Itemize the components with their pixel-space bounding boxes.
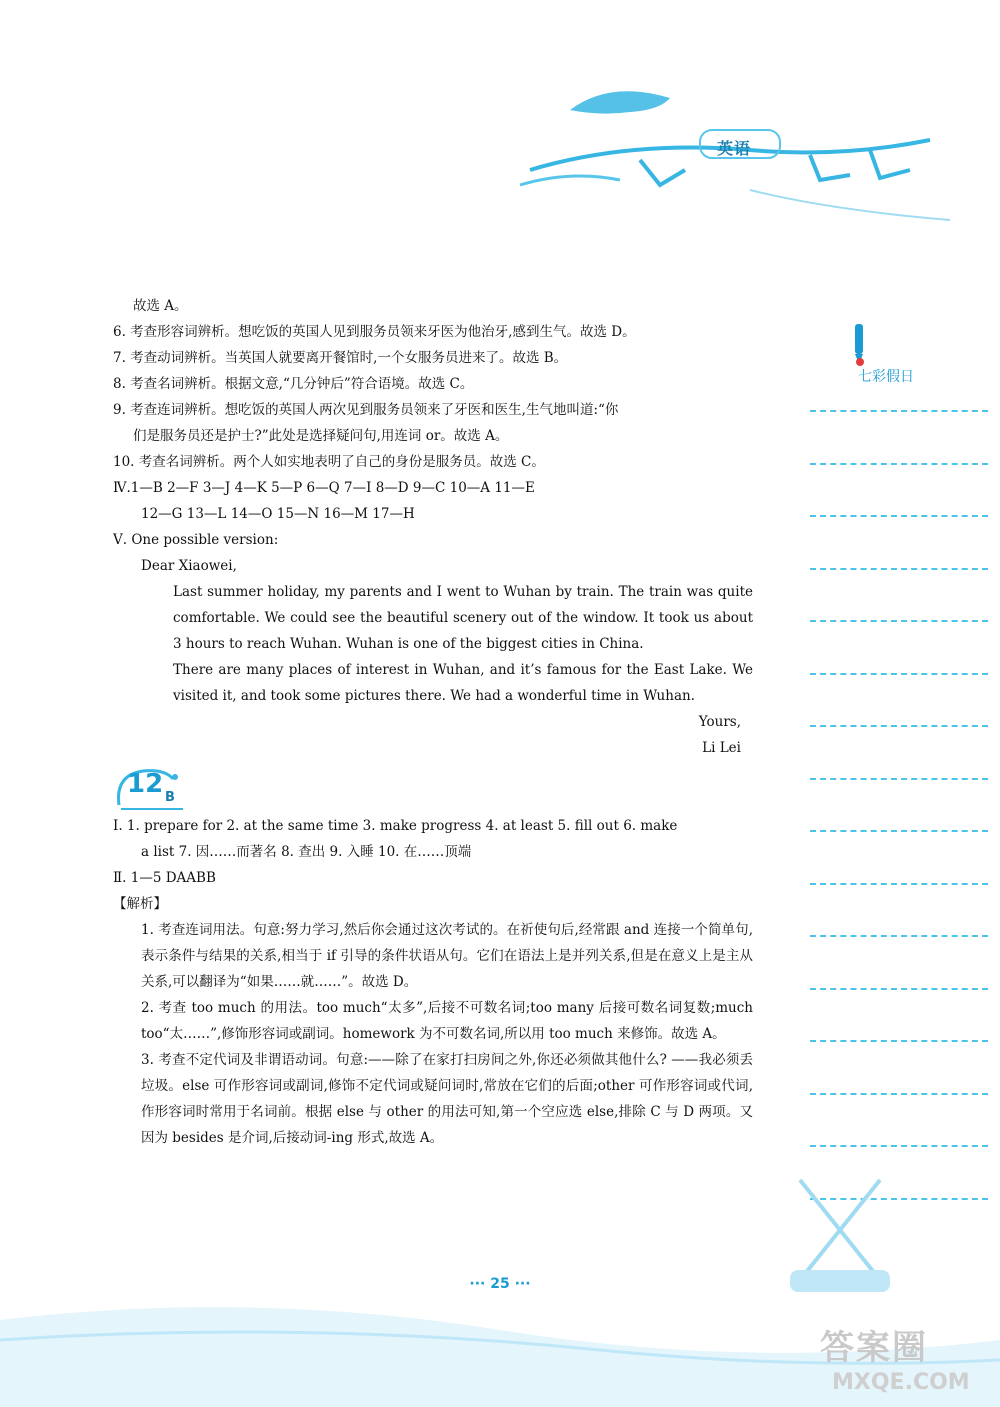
pencil-icon <box>848 322 870 368</box>
text-line: 故选 A。 <box>133 298 188 314</box>
letter-salutation: Dear Xiaowei, <box>141 558 237 574</box>
subject-label: 英语 <box>717 139 752 158</box>
answer-content <box>113 293 753 1151</box>
note-line <box>810 725 988 727</box>
letter-signature: Li Lei <box>702 740 741 756</box>
page-number: ··· 25 ··· <box>469 1276 531 1292</box>
text-line: a list 7. 因……而著名 8. 查出 9. 入睡 10. 在……顶端 <box>141 844 472 860</box>
text-line: 7. 考查动词辨析。当英国人就要离开餐馆时,一个女服务员进来了。故选 B。 <box>113 350 568 366</box>
letter-paragraph: There are many places of interest in Wuhan, and it’s famous for the East Lake. We visited it, and took some pictures there. We had a wonderful time in Wuhan. <box>173 662 753 704</box>
text-line: Ⅳ.1—B 2—F 3—J 4—K 5—P 6—Q 7—I 8—D 9—C 10—A 11—E <box>113 480 535 496</box>
explanation-item: 1. 考查连词用法。句意:努力学习,然后你会通过这次考试的。在祈使句后,经常跟 and 连接一个简单句,表示条件与结果的关系,相当于 if 引导的条件状语从句。它们在语法上是并列关系,但是在意义上是主从关系,可以翻译为“如果……就……”。故选 D。 <box>141 922 753 990</box>
text-line: 6. 考查形容词辨析。想吃饭的英国人见到服务员领来牙医为他治牙,感到生气。故选 D。 <box>113 324 636 340</box>
text-line: 12—G 13—L 14—O 15—N 16—M 17—H <box>141 506 415 522</box>
text-line: 们是服务员还是护士?”此处是选择疑问句,用连词 or。故选 A。 <box>133 428 509 444</box>
letter-paragraph: Last summer holiday, my parents and I went to Wuhan by train. The train was quite comfortable. We could see the beautiful scenery out of the window. It took us about 3 hours to reach Wuhan. Wuhan is one of the biggest cities in China. <box>173 584 753 652</box>
note-line <box>810 620 988 622</box>
note-line <box>810 883 988 885</box>
note-line <box>810 778 988 780</box>
explanation-item: 3. 考查不定代词及非谓语动词。句意:——除了在家打扫房间之外,你还必须做其他什么? ——我必须丢垃圾。else 可作形容词或副词,修饰不定代词或疑问词时,常放在它们的后面;other 可作形容词或代词,作形容词时常用于名词前。根据 else 与 other 的用法可知,第一个空应选 else,排除 C 与 D 两项。又因为 besides 是介词,后接动词-ing 形式,故选 A。 <box>141 1052 753 1146</box>
note-line <box>810 410 988 412</box>
text-line: Ⅰ. 1. prepare for 2. at the same time 3. make progress 4. at least 5. fill out 6. make <box>113 818 678 834</box>
note-line <box>810 1145 988 1147</box>
explanation-item: 2. 考查 too much 的用法。too much“太多”,后接不可数名词;too many 后接可数名词复数;much too“太……”,修饰形容词或副词。homework 为不可数名词,所以用 too much 来修饰。故选 A。 <box>141 1000 753 1042</box>
sidebar-brand: 七彩假日 <box>858 369 914 385</box>
note-lines <box>810 410 990 1250</box>
watermark-url: MXQE.COM <box>832 1370 970 1395</box>
text-line: 10. 考查名词辨析。两个人如实地表明了自己的身份是服务员。故选 C。 <box>113 454 545 470</box>
note-line <box>810 515 988 517</box>
section-badge <box>113 765 753 813</box>
text-line: Ⅱ. 1—5 DAABB <box>113 870 216 886</box>
text-line: 8. 考查名词辨析。根据文意,“几分钟后”符合语境。故选 C。 <box>113 376 474 392</box>
text-line: 9. 考查连词辨析。想吃饭的英国人两次见到服务员领来了牙医和医生,生气地叫道:“你 <box>113 402 619 418</box>
note-line <box>810 673 988 675</box>
section-letter: B <box>165 790 175 805</box>
letter-closing: Yours, <box>698 714 741 730</box>
note-line <box>810 830 988 832</box>
section-number: 12 <box>127 769 164 799</box>
note-line <box>810 463 988 465</box>
note-line <box>810 935 988 937</box>
note-line <box>810 1093 988 1095</box>
note-line <box>810 988 988 990</box>
note-line <box>810 1040 988 1042</box>
text-line: 【解析】 <box>113 896 167 912</box>
note-line <box>810 568 988 570</box>
text-line: Ⅴ. One possible version: <box>113 532 279 548</box>
watermark-logo: 答案圈 <box>820 1328 928 1368</box>
